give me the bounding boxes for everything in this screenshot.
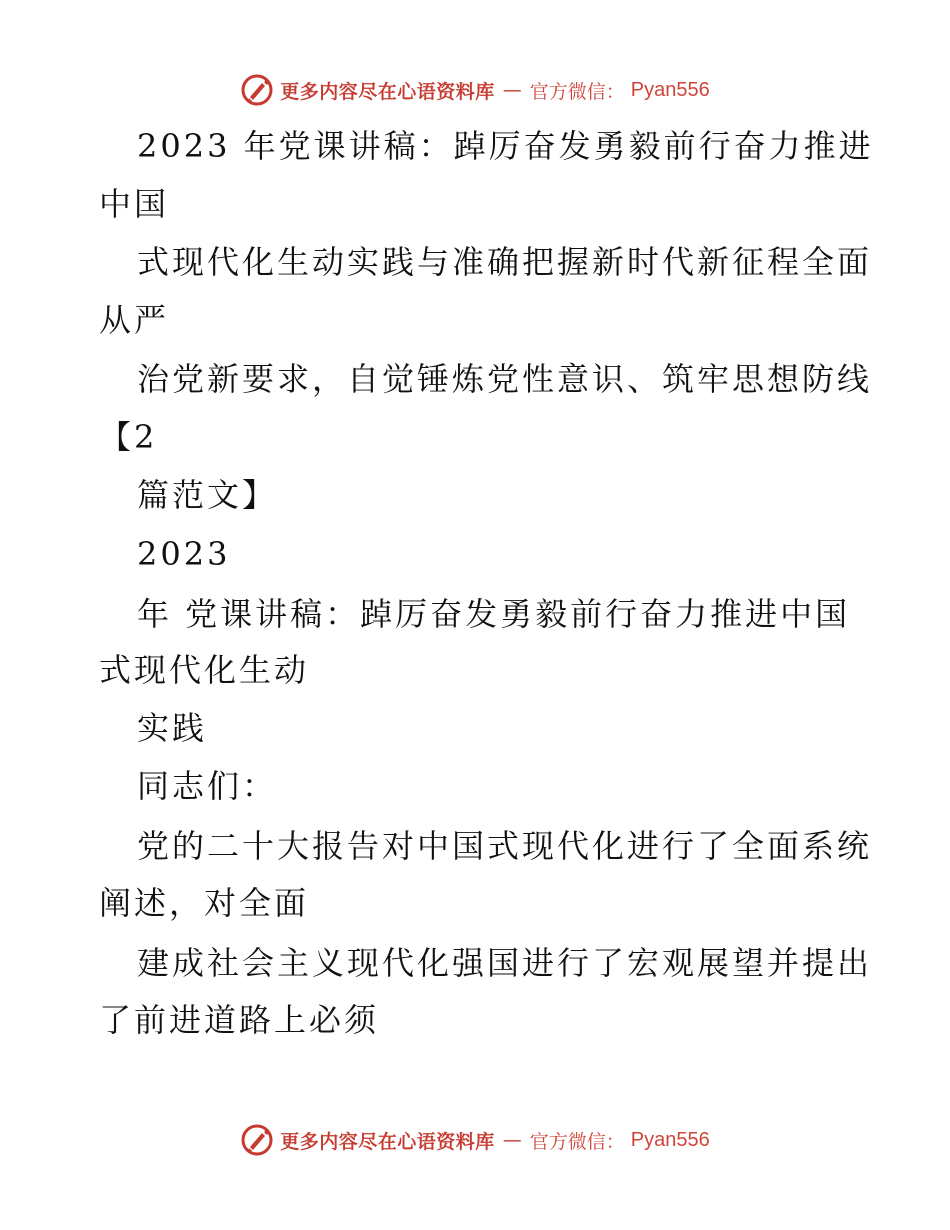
text-line: 2023 (137, 535, 231, 573)
text-line: 同志们： (137, 767, 278, 805)
text-line: 建成社会主义现代化强国进行了宏观展望并提出 (137, 944, 873, 982)
text-line: 党的二十大报告对中国式现代化进行了全面系统 (137, 827, 873, 865)
pen-nib-circle-icon (240, 1123, 274, 1157)
banner-site-name: 更多内容尽在心语资料库 (280, 80, 495, 103)
text-line: 了前进道路上必须 (99, 1001, 380, 1039)
text-line: 2023 年党课讲稿：踔厉奋发勇毅前行奋力推进 (137, 127, 874, 165)
banner-wechat-id: Pyan556 (630, 78, 710, 101)
banner-separator: — (502, 79, 522, 101)
text-line: 篇范文】 (137, 476, 278, 514)
text-line: 治党新要求，自觉锤炼党性意识、筑牢思想防线 (137, 360, 873, 398)
text-line: 式现代化生动 (99, 651, 310, 689)
text-line: 阐述，对全面 (99, 884, 310, 922)
pen-nib-circle-icon (240, 73, 274, 107)
banner-wechat-id: Pyan556 (630, 1128, 710, 1151)
banner-separator: — (502, 1129, 522, 1151)
footer-banner (0, 1120, 950, 1160)
banner-wechat-label: 官方微信： (529, 80, 625, 103)
text-line: 中国 (99, 185, 170, 223)
text-line: 实践 (137, 709, 208, 747)
text-line: 年 党课讲稿：踔厉奋发勇毅前行奋力推进中国 (137, 595, 851, 633)
banner-wechat-label: 官方微信： (529, 1130, 625, 1153)
banner-site-name: 更多内容尽在心语资料库 (280, 1130, 495, 1153)
text-line: 式现代化生动实践与准确把握新时代新征程全面 (137, 243, 873, 281)
text-line: 从严 (99, 301, 170, 339)
header-banner (0, 70, 950, 110)
text-line: 【2 (99, 418, 158, 456)
